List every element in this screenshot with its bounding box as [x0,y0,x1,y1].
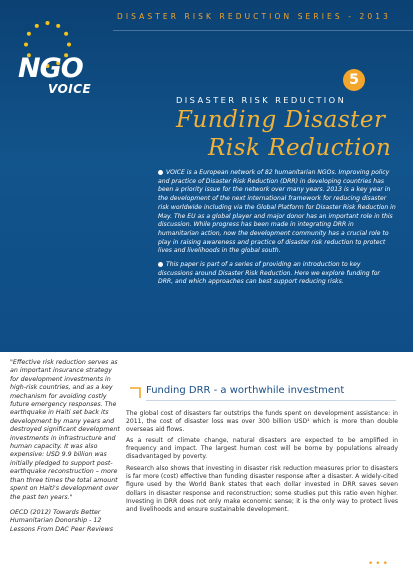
sidebar-quote [10,359,122,534]
cover-title-line2: Risk Reduction [208,135,392,161]
bullet-icon [158,262,163,267]
body-paragraph-1: The global cost of disasters far outstrips the funds spent on development assistance: in 2011, the cost of disaster loss was over 300 billion USD¹ which is more than double overseas aid flows. [126,410,398,434]
header-rule [113,30,413,31]
bullet-icon [158,170,163,175]
series-header [117,12,391,21]
section-rule [146,400,396,401]
quote-source: OECD (2012) Towards Better Humanitarian Donorship - 12 Lessons From DAC Peer Reviews [10,508,113,533]
intro-text-1: VOICE is a European network of 82 humanitarian NGOs. Improving policy and practice of Disaster Risk Reduction (DRR) in developing countries has been a priority issue for the network over many years. 2013 is a key year in the development of the next international framework for reducing disaster risk worldwide including via the Global Platform for Disaster Risk Reduction in May. The EU as a global player and major donor has an important role in this discussion. While progress has been made in integrating DRR in humanitarian action, now the development community has a crucial role to play in raising awareness and practice of disaster risk reduction to protect lives and livelihoods in the global south. [158,169,396,255]
series-label: DISASTER RISK REDUCTION SERIES - [116,12,360,21]
section-title: Funding DRR - a worthwhile investment [146,385,345,396]
series-year: 2013 [359,12,391,21]
intro-paragraph-2 [158,261,390,287]
logo-ngo: NGO [18,53,83,84]
cover-title-line1: Funding Disaster [176,107,386,133]
logo-voice: VOICE [48,82,92,96]
issue-number-badge: 5 [343,69,365,91]
body-paragraph-3: Research also shows that investing in disaster risk reduction measures prior to disasters is far more (cost) effective than funding disaster response after a disaster. A widely-cited figure used by the World Bank states that each dollar invested in DRR saves seven dollars in disaster response and reconstruction; some studies put this ratio even higher. Investing in DRR does not only make economic sense; it is the only way to protect lives and livelihoods and ensure sustainable development. [126,465,398,514]
quote-text: "Effective risk reduction serves as an important insurance strategy for development investments in high-risk countries, and as a key mechanism for avoiding costly future emergency responses. The earthquake in Haiti set back its development by many years and destroyed significant development investments in infrastructure and human capacity. It was also expensive: USD 9.9 billion was initially pledged to support post-earthquake reconstruction – more than three times the total amount spent on Haiti's development over the past ten years." [10,359,120,501]
section-bracket-icon [129,387,141,399]
intro-text-2: This paper is part of a series of providing an introduction to key discussions around Disaster Risk Reduction. Here we explore funding for DRR, and which approaches can best support reducing risks. [158,261,380,286]
body-paragraph-2: As a result of climate change, natural disasters are expected to be amplified in frequency and impact. The largest human cost will be borne by populations already disadvantaged by poverty. [126,437,398,461]
page-dots: ••• [368,559,390,569]
ngo-voice-logo [18,53,108,105]
cover-kicker: DISASTER RISK REDUCTION [176,95,347,105]
intro-paragraph-1 [158,169,396,256]
